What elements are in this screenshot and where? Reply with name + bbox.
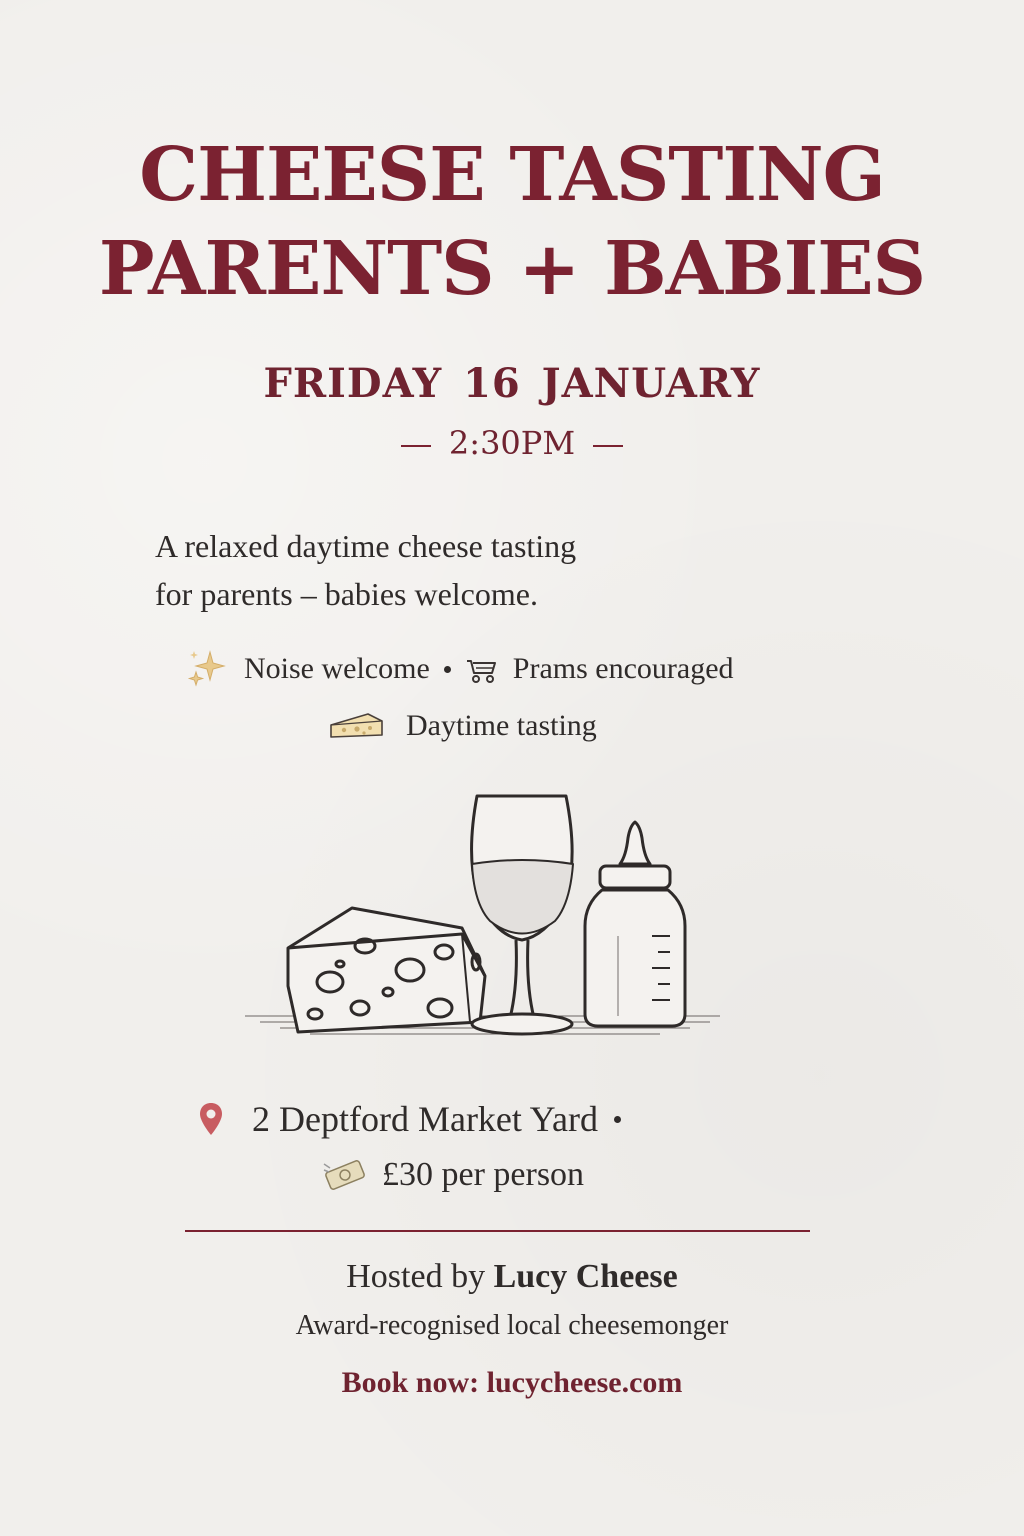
location-address: 2 Deptford Market Yard	[252, 1099, 598, 1139]
host-prefix: Hosted by	[346, 1258, 486, 1295]
event-time: 2:30PM	[448, 424, 576, 462]
feature-label-noise: Noise welcome	[244, 652, 430, 685]
bullet-separator	[614, 1116, 621, 1123]
cheese-wedge-drawing	[288, 908, 485, 1032]
price-label: £30 per person	[382, 1156, 585, 1193]
right-dash	[593, 445, 623, 447]
cheese-wine-bottle-illustration	[240, 786, 730, 1056]
host-line	[0, 1258, 1024, 1296]
feature-label-daytime: Daytime tasting	[406, 709, 597, 742]
features-row-2	[328, 705, 597, 747]
baby-bottle-drawing	[585, 822, 685, 1026]
money-icon	[322, 1158, 368, 1192]
feature-label-prams: Prams encouraged	[512, 652, 734, 685]
event-time-row	[0, 424, 1024, 462]
title-line-1: CHEESE TASTING	[139, 132, 885, 218]
description-line-1: A relaxed daytime cheese tasting	[155, 528, 577, 564]
wine-glass-drawing	[472, 796, 573, 1034]
section-divider	[185, 1230, 810, 1232]
title-line-2: PARENTS + BABIES	[98, 226, 926, 312]
price-row	[322, 1154, 584, 1196]
location-row	[198, 1096, 633, 1142]
pram-icon	[463, 653, 499, 685]
bullet-separator	[444, 666, 451, 673]
booking-link[interactable]: Book now: lucycheese.com	[341, 1366, 683, 1399]
host-subtitle: Award-recognised local cheesemonger	[295, 1310, 729, 1341]
description-line-2: for parents – babies welcome.	[155, 576, 538, 612]
location-pin-icon	[198, 1101, 224, 1137]
host-name: Lucy Cheese	[493, 1258, 678, 1295]
event-date: FRIDAY 16 JANUARY	[263, 360, 761, 407]
features-row-1	[184, 648, 734, 690]
sparkles-icon	[184, 648, 230, 690]
cheese-wedge-icon	[328, 709, 386, 743]
left-dash	[401, 445, 431, 447]
description	[155, 522, 855, 618]
